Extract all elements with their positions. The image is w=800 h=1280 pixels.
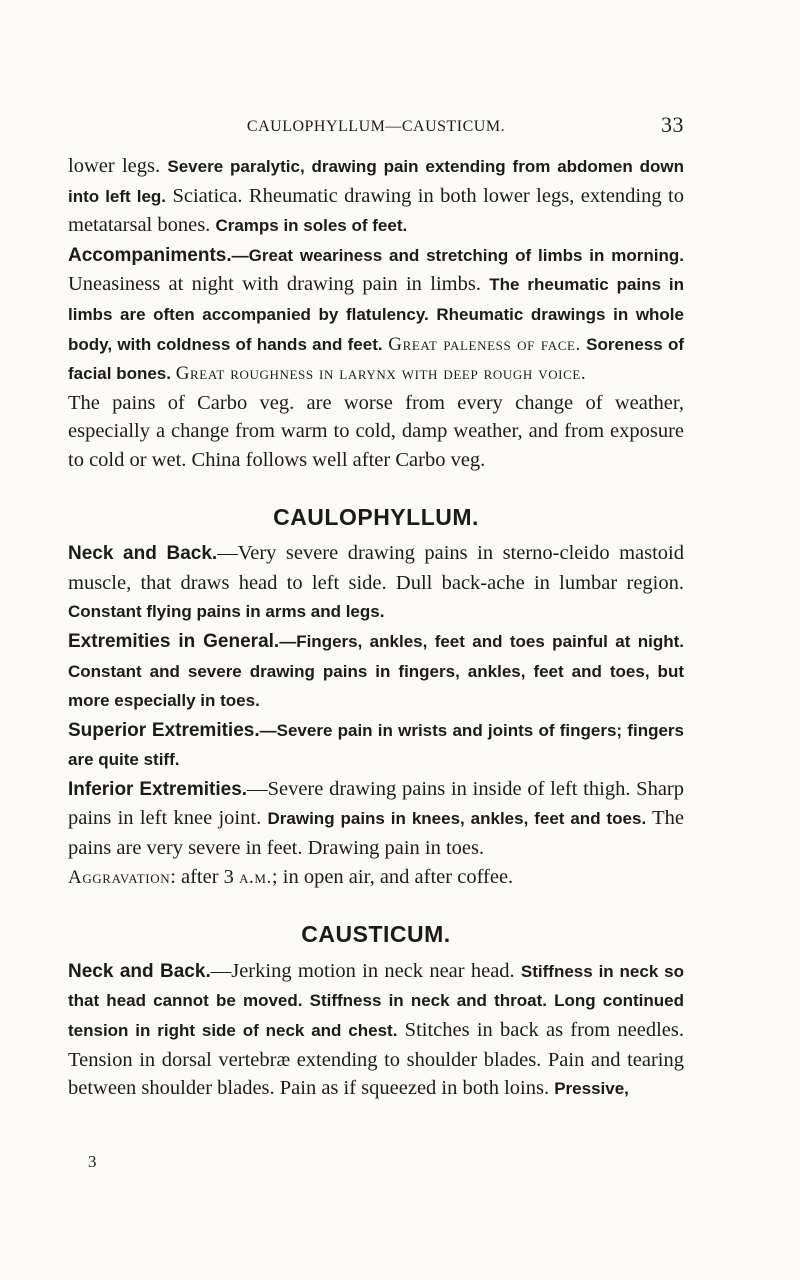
section-title-caulophyllum: CAULOPHYLLUM.	[273, 503, 479, 530]
signature-mark: 3	[88, 1152, 97, 1171]
page	[68, 112, 684, 1104]
text-run: The pains are very severe in feet. Drawing pain in toes.	[68, 807, 684, 860]
bold-run: Pressive,	[554, 1079, 629, 1099]
text-run: —Jerking motion in neck near head.	[210, 959, 521, 982]
page-header	[68, 112, 684, 142]
text-run: —Very severe drawing pains in sterno-cleido mastoid muscle, that draws head to left side. Dull back-ache in lumbar region.	[68, 542, 684, 594]
paragraph-aggravation	[68, 863, 684, 893]
smallcaps-run: Aggravation	[68, 866, 171, 888]
bold-run: —Great weariness and stretching of limbs in morning.	[231, 245, 684, 265]
subheading: Neck and Back.	[68, 543, 218, 565]
section-title-causticum: CAUSTICUM.	[301, 921, 451, 948]
text-run: —Severe drawing pains in inside of left thigh. Sharp pains in left knee joint.	[68, 777, 685, 830]
page-number: 33	[661, 112, 684, 137]
text-run: Sciatica. Rheumatic drawing in both lower legs, extending to metatarsal bones.	[68, 184, 684, 237]
subheading: Inferior Extremities.	[68, 778, 248, 800]
bold-run: Stiffness in neck so that head cannot be moved. Stiffness in neck and throat. Long continued tension in right side of neck and chest.	[68, 961, 684, 1041]
bold-run: Drawing pains in knees, ankles, feet and toes.	[267, 809, 647, 829]
paragraph-extremities-general	[68, 627, 684, 716]
subheading: Neck and Back.	[68, 960, 211, 982]
running-title: CAULOPHYLLUM—CAUSTICUM.	[246, 118, 506, 135]
bold-run: Severe paralytic, drawing pain extending from abdomen down into left leg.	[68, 157, 684, 206]
smallcaps-run: Great paleness of face.	[388, 333, 581, 355]
subheading: Extremities in General.	[68, 630, 280, 652]
paragraph-neck-back	[68, 539, 684, 627]
paragraph-superior-extremities	[68, 716, 684, 775]
subheading: Superior Extremities.	[68, 719, 260, 741]
text-run: lower legs.	[68, 155, 168, 177]
bold-run: —Fingers, ankles, feet and toes painful at night. Constant and severe drawing pains in fingers, ankles, feet and toes, but more especially in toes.	[68, 631, 684, 711]
paragraph-accompaniments	[68, 241, 684, 389]
body-text	[68, 152, 684, 1104]
paragraph-inferior-extremities	[68, 775, 684, 863]
paragraph-intro	[68, 152, 684, 241]
bold-run: Soreness of facial bones.	[68, 334, 684, 384]
text-run: Uneasiness at night with drawing pain in limbs.	[68, 273, 490, 296]
section-heading-accompaniments: Accompaniments.	[68, 244, 232, 266]
paragraph-carbo-note: The pains of Carbo veg. are worse from every change of weather, especially a change from warm to cold, damp weather, and from exposure to cold or wet. China follows well after Carbo veg.	[68, 391, 684, 471]
bold-run: Constant flying pains in arms and legs.	[68, 602, 385, 622]
bold-run: Cramps in soles of feet.	[215, 216, 408, 236]
paragraph-causticum-neck-back	[68, 957, 684, 1104]
text-run: Stitches in back as from needles. Tension in dorsal vertebræ extending to shoulder blades. Pain and tearing between shoulder blades. Pain as if squeezed in both loins.	[68, 1019, 684, 1100]
text-run: : after 3	[170, 865, 240, 888]
bold-run: The rheumatic pains in limbs are often accompanied by flatulency. Rheumatic drawings in whole body, with coldness of hands and feet.	[68, 275, 684, 354]
text-run: ; in open air, and after coffee.	[271, 865, 514, 888]
bold-run: —Severe pain in wrists and joints of fingers; fingers are quite stiff.	[68, 720, 684, 770]
smallcaps-run: a.m.	[239, 866, 272, 888]
smallcaps-run: Great roughness in larynx with deep rough voice.	[175, 363, 587, 385]
